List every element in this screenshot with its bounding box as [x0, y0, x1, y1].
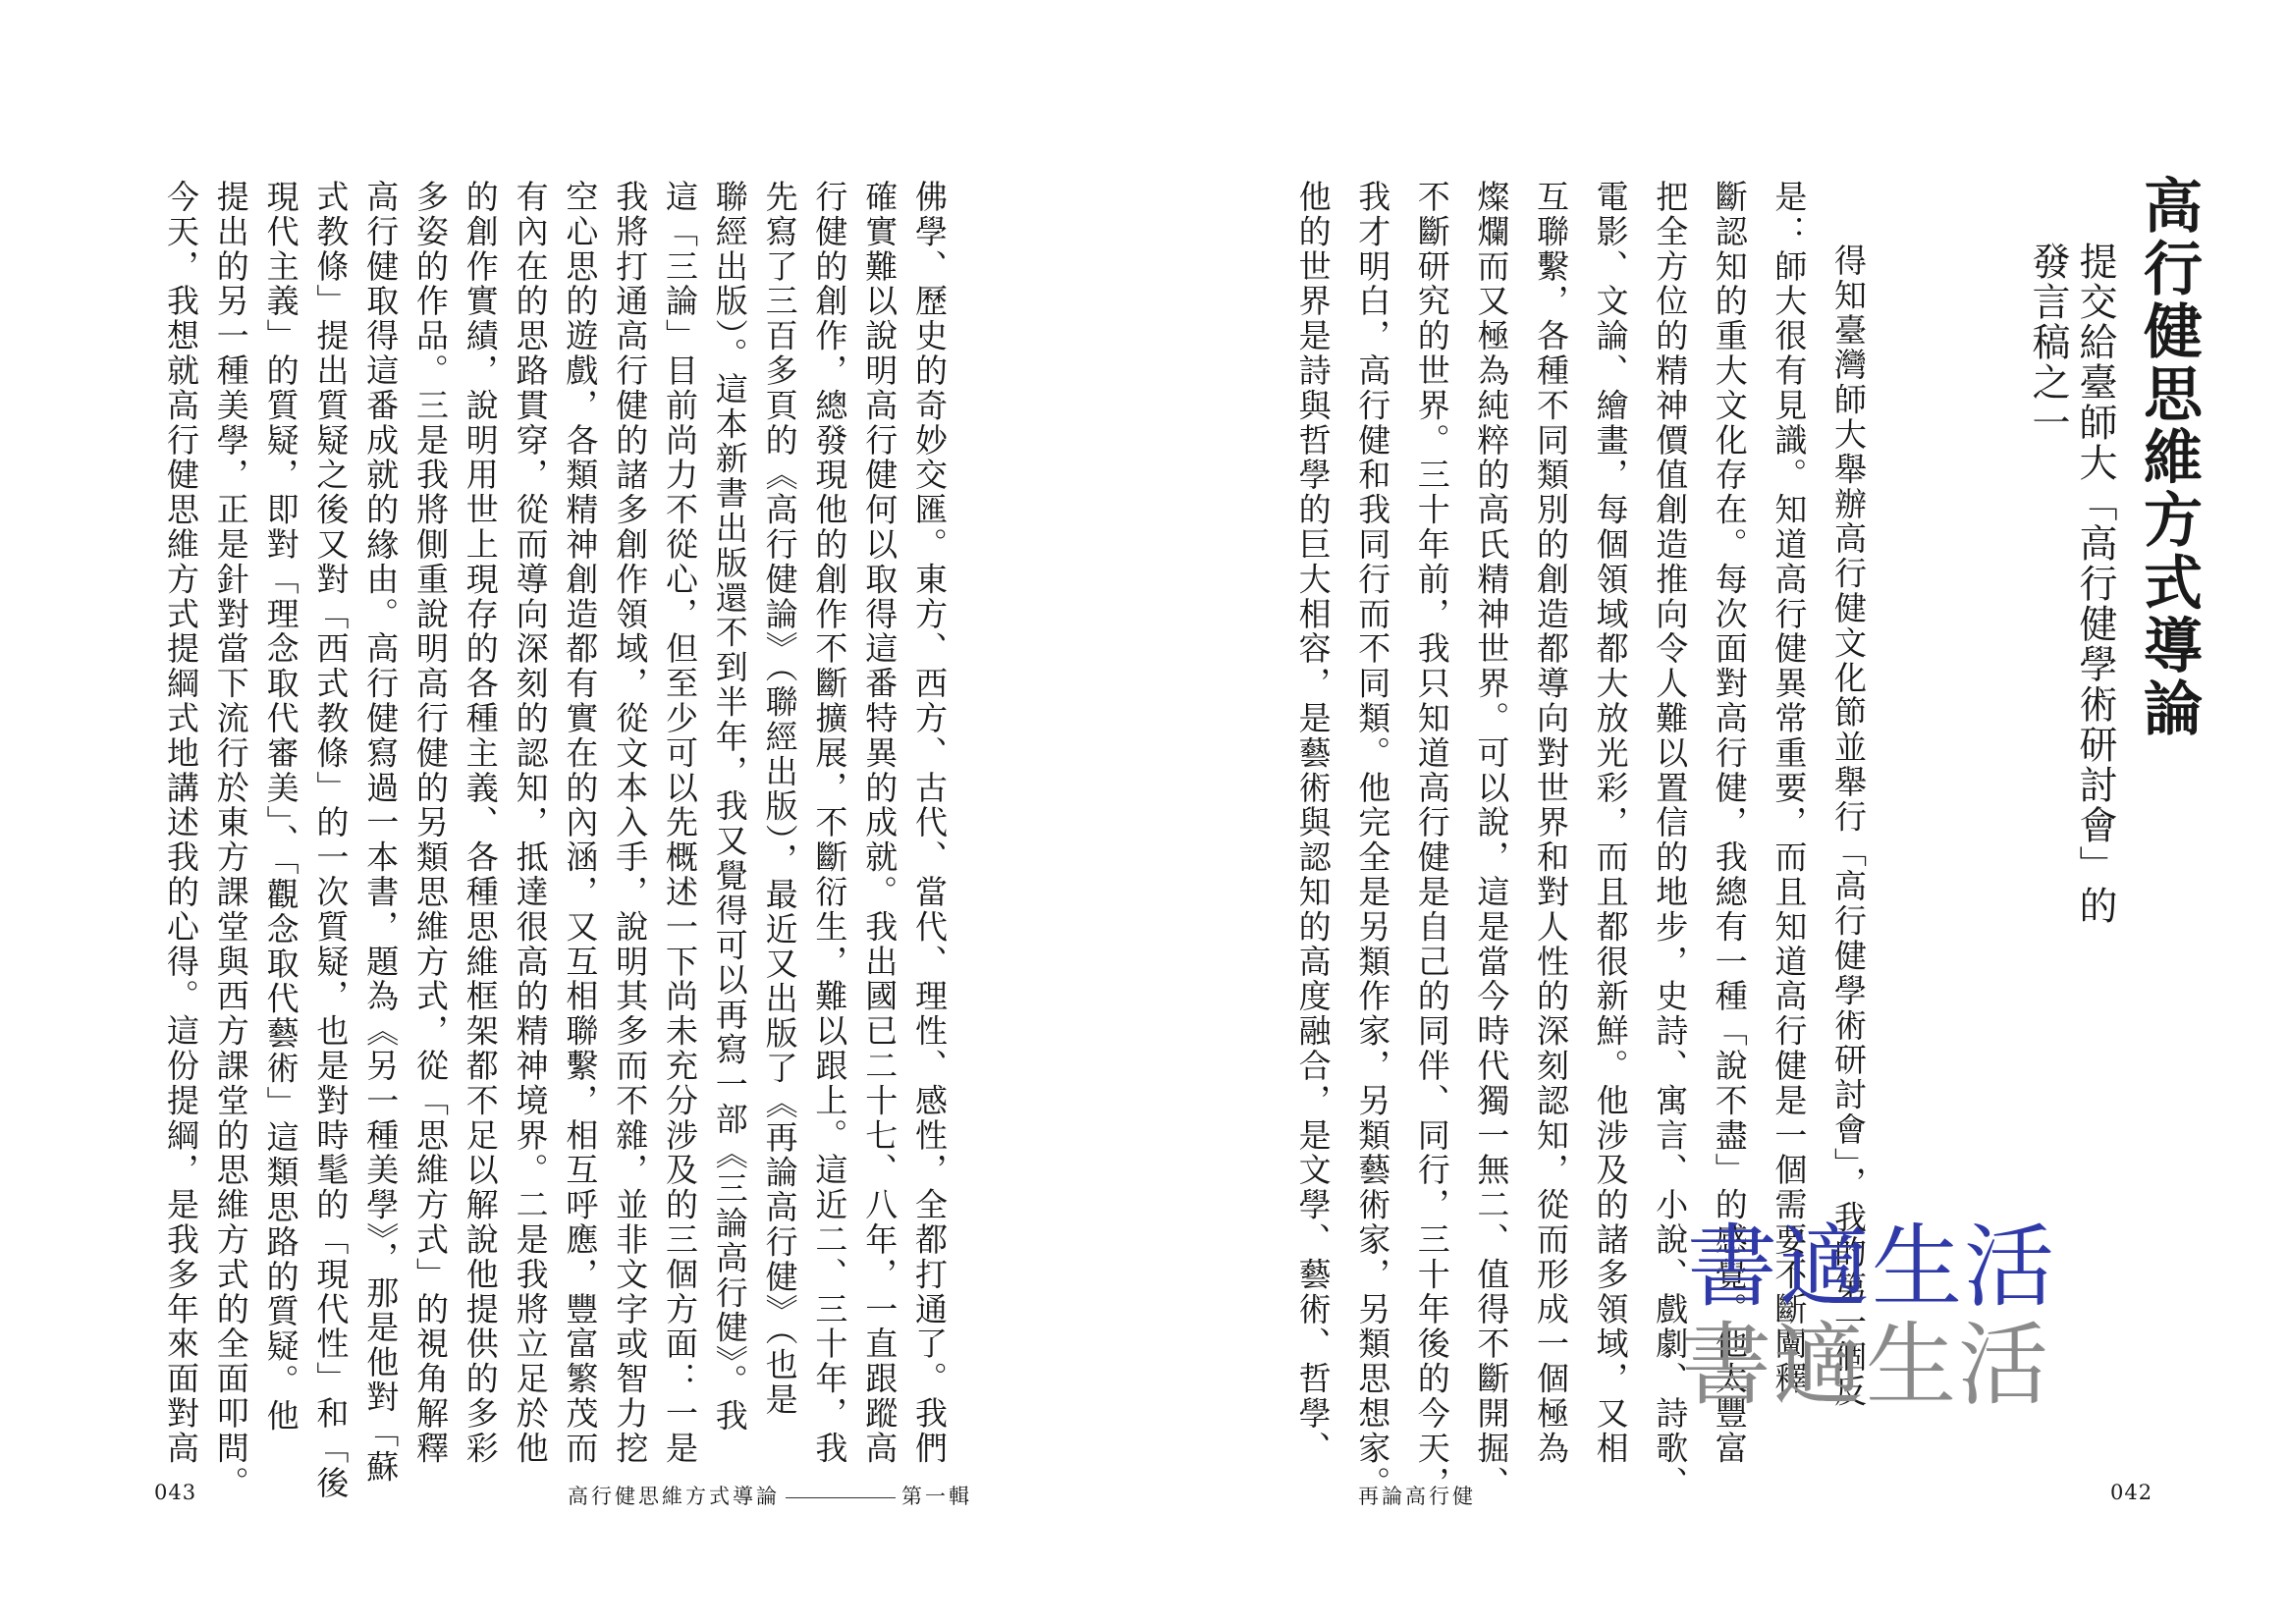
page-number-left: 043	[154, 1481, 197, 1504]
right-body-column: 得知臺灣師大舉辦高行健文化節並舉行「高行健學術研討會」，我的第一個反	[1829, 244, 1868, 1410]
left-body-column: 我將打通高行健的諸多創作領域，從文本入手，說明其多而不雜，並非文字或智力挖	[611, 180, 650, 1466]
left-body-column: 空心思的遊戲，各類精神創造都有實在的內涵，又互相聯繫，相互呼應，豐富繁茂而	[561, 180, 600, 1466]
running-head-right: 再論高行健	[1358, 1485, 1476, 1508]
page-number-right: 042	[2110, 1481, 2153, 1504]
right-body-column: 電影、文論、繪畫，每個領域都大放光彩，而且都很新鮮。他涉及的諸多領域，又相	[1591, 180, 1630, 1466]
left-body-column: 今天，我想就高行健思維方式提綱式地講述我的心得。這份提綱，是我多年來面對高	[162, 180, 200, 1466]
left-body-column: 現代主義」的質疑，即對「理念取代審美」、「觀念取代藝術」這類思路的質疑。他	[261, 180, 300, 1434]
left-body-column: 行健的創作，總發現他的創作不斷擴展，不斷衍生，難以跟上。這近二、三十年，我	[810, 180, 849, 1466]
running-head-title: 高行健思維方式導論	[568, 1485, 780, 1508]
right-body-column: 斷認知的重大文化存在。每次面對高行健，我總有一種「說不盡」的感覺。他太豐富	[1710, 180, 1749, 1466]
right-body-column: 他的世界是詩與哲學的巨大相容，是藝術與認知的高度融合，是文學、藝術、哲學、	[1293, 180, 1333, 1466]
right-body-column: 不斷研究的世界。三十年前，我只知道高行健是自己的同伴、同行，三十年後的今天，	[1412, 180, 1451, 1501]
left-body-column: 這「三論」目前尚力不從心，但至少可以先概述一下尚未充分涉及的三個方面：一是	[661, 180, 699, 1466]
right-body-column: 是：師大很有見識。知道高行健異常重要，而且知道高行健是一個需要不斷闡釋	[1770, 180, 1809, 1396]
left-body-column: 聯經出版）。這本新書出版還不到半年，我又覺得可以再寫一部《三論高行健》。我	[710, 180, 749, 1434]
left-body-column: 佛學、歷史的奇妙交匯。東方、西方、古代、當代、理性、感性，全都打通了。我們	[910, 180, 949, 1466]
left-body-column: 確實難以說明高行健何以取得這番特異的成就。我出國已二十七、八年，一直跟蹤高	[860, 180, 899, 1466]
running-head-section: 第一輯	[901, 1485, 972, 1508]
running-head-rule	[786, 1497, 896, 1498]
watermark-gray: 書適生活	[1681, 1313, 2051, 1418]
left-body-column: 有內在的思路貫穿，從而導向深刻的認知，抵達很高的精神境界。二是我將立足於他	[511, 180, 550, 1466]
left-body-column: 提出的另一種美學，正是針對當下流行於東方課堂與西方課堂的思維方式的全面叩問。	[211, 180, 250, 1501]
left-page	[0, 0, 1144, 1624]
left-body-column: 先寫了三百多頁的《高行健論》（聯經出版），最近又出版了《再論高行健》（也是	[760, 180, 799, 1418]
right-body-column: 我才明白，高行健和我同行而不同類。他完全是另類作家，另類藝術家，另類思想家。	[1353, 180, 1392, 1501]
chapter-subtitle-line-1: 提交給臺師大「高行健學術研討會」的	[2073, 242, 2117, 926]
right-body-column: 互聯繫，各種不同類別的創造都導向對世界和對人性的深刻認知，從而形成一個極為	[1532, 180, 1570, 1466]
right-body-column: 燦爛而又極為純粹的高氏精神世界。可以說，這是當今時代獨一無二、值得不斷開掘、	[1472, 180, 1511, 1501]
left-body-column: 多姿的作品。三是我將側重說明高行健的另類思維方式，從「思維方式」的視角解釋	[411, 180, 450, 1466]
left-body-column: 的創作實績，說明用世上現存的各種主義、各種思維框架都不足以解說他提供的多彩	[461, 180, 500, 1466]
chapter-subtitle-line-2: 發言稿之一	[2026, 242, 2070, 443]
left-body-column: 式教條」提出質疑之後又對「西式教條」的一次質疑，也是對時髦的「現代性」和「後	[311, 180, 351, 1501]
running-head-left	[568, 1481, 972, 1510]
watermark-blue: 書適生活	[1687, 1215, 2057, 1320]
chapter-title: 高行健思維方式導論	[2134, 175, 2203, 740]
left-body-column: 高行健取得這番成就的緣由。高行健寫過一本書，題為《另一種美學》，那是他對「蘇	[361, 180, 401, 1485]
right-body-column: 把全方位的精神價值創造推向令人難以置信的地步，史詩、寓言、小說、戲劇、詩歌、	[1651, 180, 1690, 1501]
